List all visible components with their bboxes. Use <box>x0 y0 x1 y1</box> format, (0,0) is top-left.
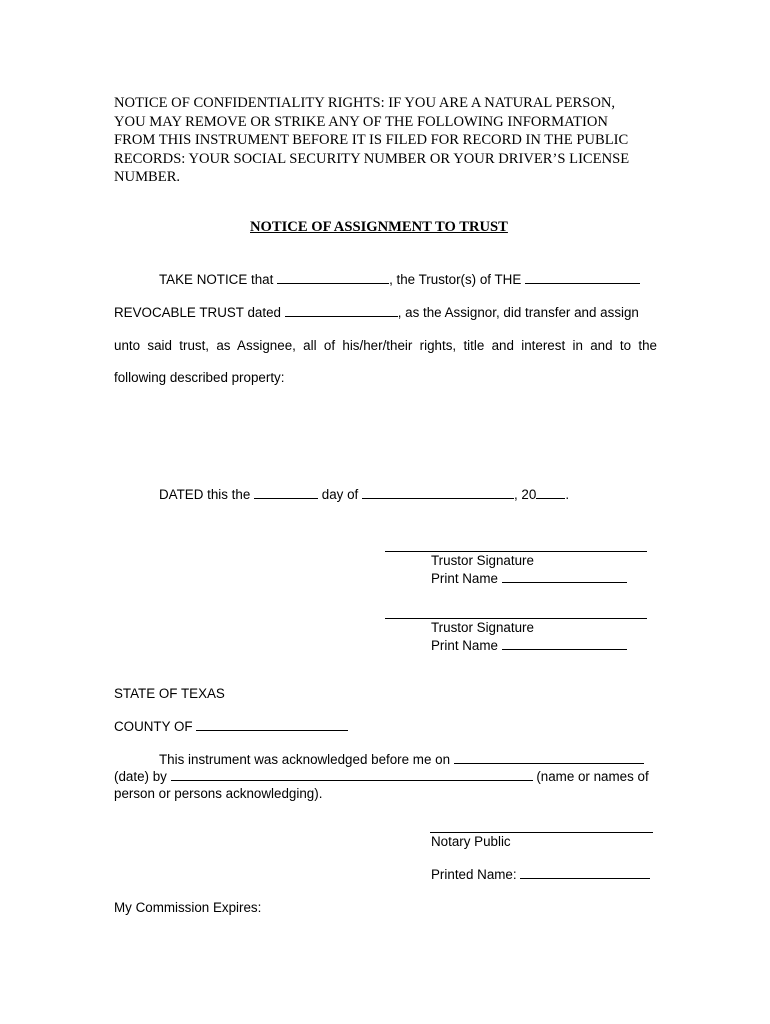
month-blank[interactable] <box>362 497 514 499</box>
printed-name-label: Printed Name: <box>431 867 517 882</box>
body-line-4: following described property: <box>114 370 285 385</box>
trust-date-blank[interactable] <box>285 315 398 317</box>
assignor-text: , as the Assignor, did transfer and assign <box>397 305 639 320</box>
print-name-label-2: Print Name <box>431 638 498 653</box>
name-or-names-text: (name or names of <box>536 769 649 784</box>
print-name-blank-1[interactable] <box>502 581 627 583</box>
year-blank[interactable] <box>536 497 565 499</box>
confidentiality-notice <box>114 94 674 187</box>
notary-public-label: Notary Public <box>431 834 511 849</box>
county-blank[interactable] <box>196 729 348 731</box>
acknowledgment-date-blank[interactable] <box>454 762 644 764</box>
notice-line: NOTICE OF CONFIDENTIALITY RIGHTS: IF YOU ARE A NATURAL PERSON, <box>114 95 616 111</box>
notary-signature-line[interactable] <box>430 832 653 833</box>
body-line-2 <box>114 305 639 320</box>
trust-name-blank[interactable] <box>525 282 640 284</box>
printed-name-row <box>431 867 650 882</box>
day-blank[interactable] <box>254 497 318 499</box>
print-name-row-1 <box>431 571 627 586</box>
notice-line: FROM THIS INSTRUMENT BEFORE IT IS FILED FOR RECORD IN THE PUBLIC <box>114 132 629 149</box>
body-line-3: unto said trust, as Assignee, all of his/her/their rights, title and interest in and to the <box>114 338 657 353</box>
signature-line-1[interactable] <box>385 551 647 552</box>
trustor-name-blank[interactable] <box>277 282 389 284</box>
acknowledged-text: This instrument was acknowledged before me on <box>159 752 451 767</box>
commission-expires-label: My Commission Expires: <box>114 900 262 915</box>
trustor-of-text: , the Trustor(s) of THE <box>389 272 522 287</box>
county-row <box>114 719 348 734</box>
notice-line: NUMBER. <box>114 169 181 186</box>
date-by-text: (date) by <box>114 769 167 784</box>
signature-line-2[interactable] <box>385 618 647 619</box>
acknowledgment-line-2 <box>114 769 649 784</box>
acknowledgment-line-3: person or persons acknowledging). <box>114 786 323 801</box>
dated-line <box>159 487 569 502</box>
day-of-text: day of <box>321 487 359 502</box>
trustor-signature-label-2: Trustor Signature <box>431 620 534 635</box>
dated-text: DATED this the <box>159 487 251 502</box>
document-title: NOTICE OF ASSIGNMENT TO TRUST <box>250 219 508 235</box>
acknowledgment-line-1 <box>159 752 644 767</box>
acknowledger-name-blank[interactable] <box>171 779 533 781</box>
take-notice-text: TAKE NOTICE that <box>159 272 274 287</box>
county-label: COUNTY OF <box>114 719 193 734</box>
notice-line: RECORDS: YOUR SOCIAL SECURITY NUMBER OR YOUR DRIVER’S LICENSE <box>114 150 630 167</box>
notary-printed-name-blank[interactable] <box>520 877 650 879</box>
trustor-signature-label-1: Trustor Signature <box>431 553 534 568</box>
print-name-blank-2[interactable] <box>502 648 627 650</box>
notice-line: YOU MAY REMOVE OR STRIKE ANY OF THE FOLLOWING INFORMATION <box>114 113 608 130</box>
year-prefix-text: , 20 <box>513 487 537 502</box>
print-name-label-1: Print Name <box>431 571 498 586</box>
state-label: STATE OF TEXAS <box>114 686 225 701</box>
revocable-trust-text: REVOCABLE TRUST dated <box>114 305 281 320</box>
body-line-1 <box>159 272 640 287</box>
dated-end-text: . <box>565 487 570 502</box>
print-name-row-2 <box>431 638 627 653</box>
